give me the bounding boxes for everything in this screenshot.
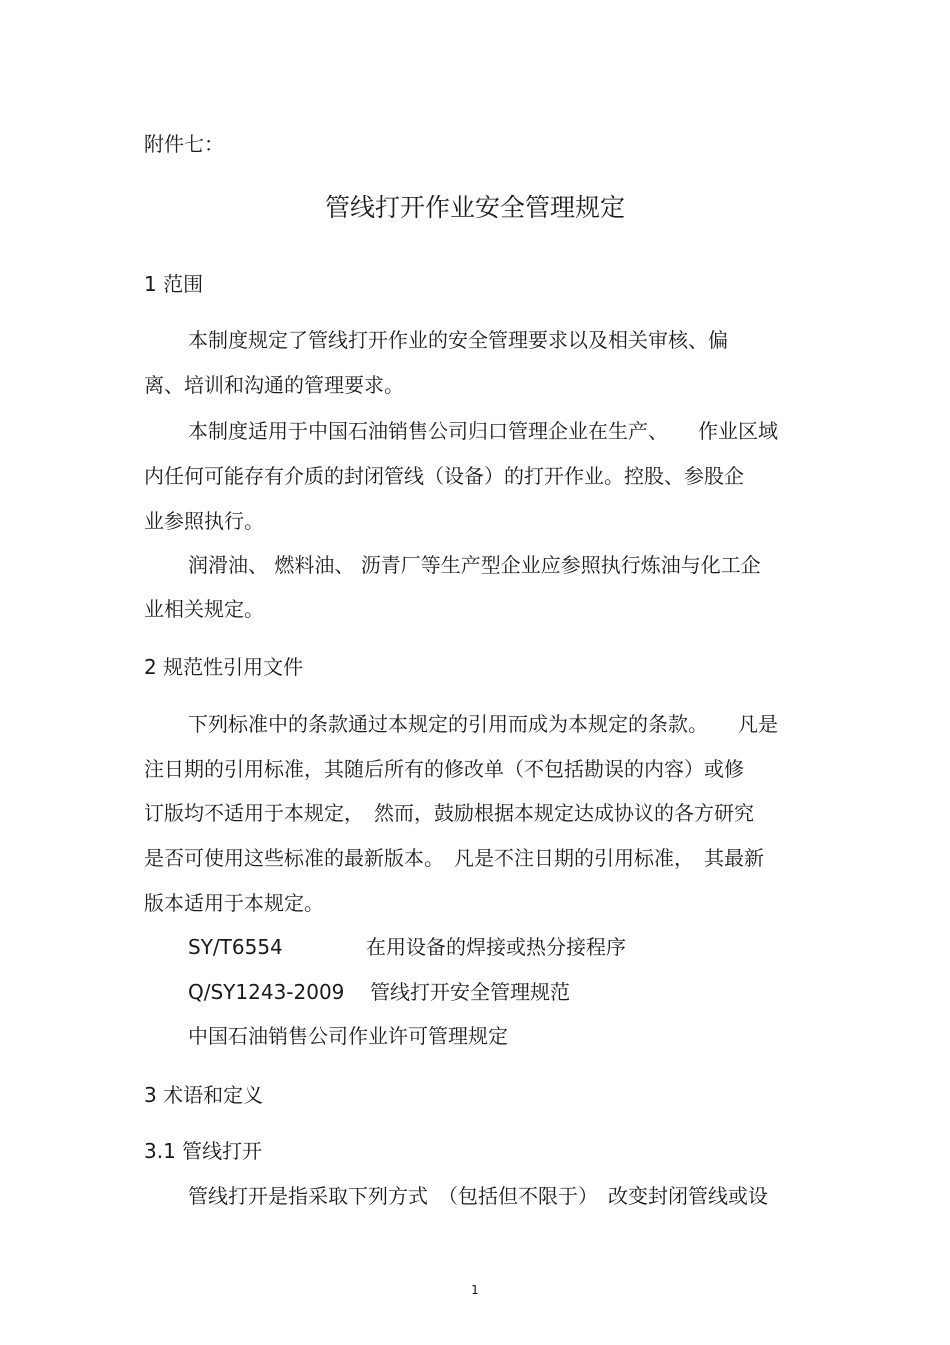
attachment-label: 附件七： <box>144 132 224 156</box>
section-2-paragraph-line-2: 注日期的引用标准，其随后所有的修改单（不包括勘误的内容）或修 <box>144 757 744 781</box>
section-3-heading: 3 术语和定义 <box>144 1083 264 1107</box>
section-2-heading: 2 规范性引用文件 <box>144 655 304 679</box>
reference-2-name: 管线打开安全管理规范 <box>370 980 570 1004</box>
section-2-paragraph-line-1: 下列标准中的条款通过本规定的引用而成为本规定的条款。 凡是 <box>188 712 778 736</box>
section-2-paragraph-line-5: 版本适用于本规定。 <box>144 891 324 915</box>
reference-3-name: 中国石油销售公司作业许可管理规定 <box>188 1024 508 1048</box>
section-3-1-heading: 3.1 管线打开 <box>144 1139 263 1163</box>
section-3-1-paragraph-line-1: 管线打开是指采取下列方式 （包括但不限于） 改变封闭管线或设 <box>188 1184 768 1208</box>
section-2-paragraph-line-3: 订版均不适用于本规定， 然而，鼓励根据本规定达成协议的各方研究 <box>144 801 754 825</box>
section-1-paragraph-1-line-2: 离、培训和沟通的管理要求。 <box>144 373 404 397</box>
section-1-paragraph-2-line-3: 业参照执行。 <box>144 509 264 533</box>
section-1-paragraph-2-line-2: 内任何可能存有介质的封闭管线（设备）的打开作业。控股、参股企 <box>144 464 744 488</box>
page-number: 1 <box>471 1283 479 1297</box>
section-1-heading: 1 范围 <box>144 272 204 296</box>
section-1-paragraph-1-line-1: 本制度规定了管线打开作业的安全管理要求以及相关审核、偏 <box>188 328 728 352</box>
section-1-paragraph-3-line-1: 润滑油、 燃料油、 沥青厂等生产型企业应参照执行炼油与化工企 <box>188 553 761 577</box>
reference-2-code: Q/SY1243-2009 <box>188 980 345 1004</box>
reference-1-name: 在用设备的焊接或热分接程序 <box>366 935 626 959</box>
section-1-paragraph-2-line-1: 本制度适用于中国石油销售公司归口管理企业在生产、 作业区域 <box>188 419 778 443</box>
section-1-paragraph-3-line-2: 业相关规定。 <box>144 597 264 621</box>
reference-1-code: SY/T6554 <box>188 935 283 959</box>
section-2-paragraph-line-4: 是否可使用这些标准的最新版本。 凡是不注日期的引用标准， 其最新 <box>144 846 764 870</box>
page-title: 管线打开作业安全管理规定 <box>324 193 625 222</box>
